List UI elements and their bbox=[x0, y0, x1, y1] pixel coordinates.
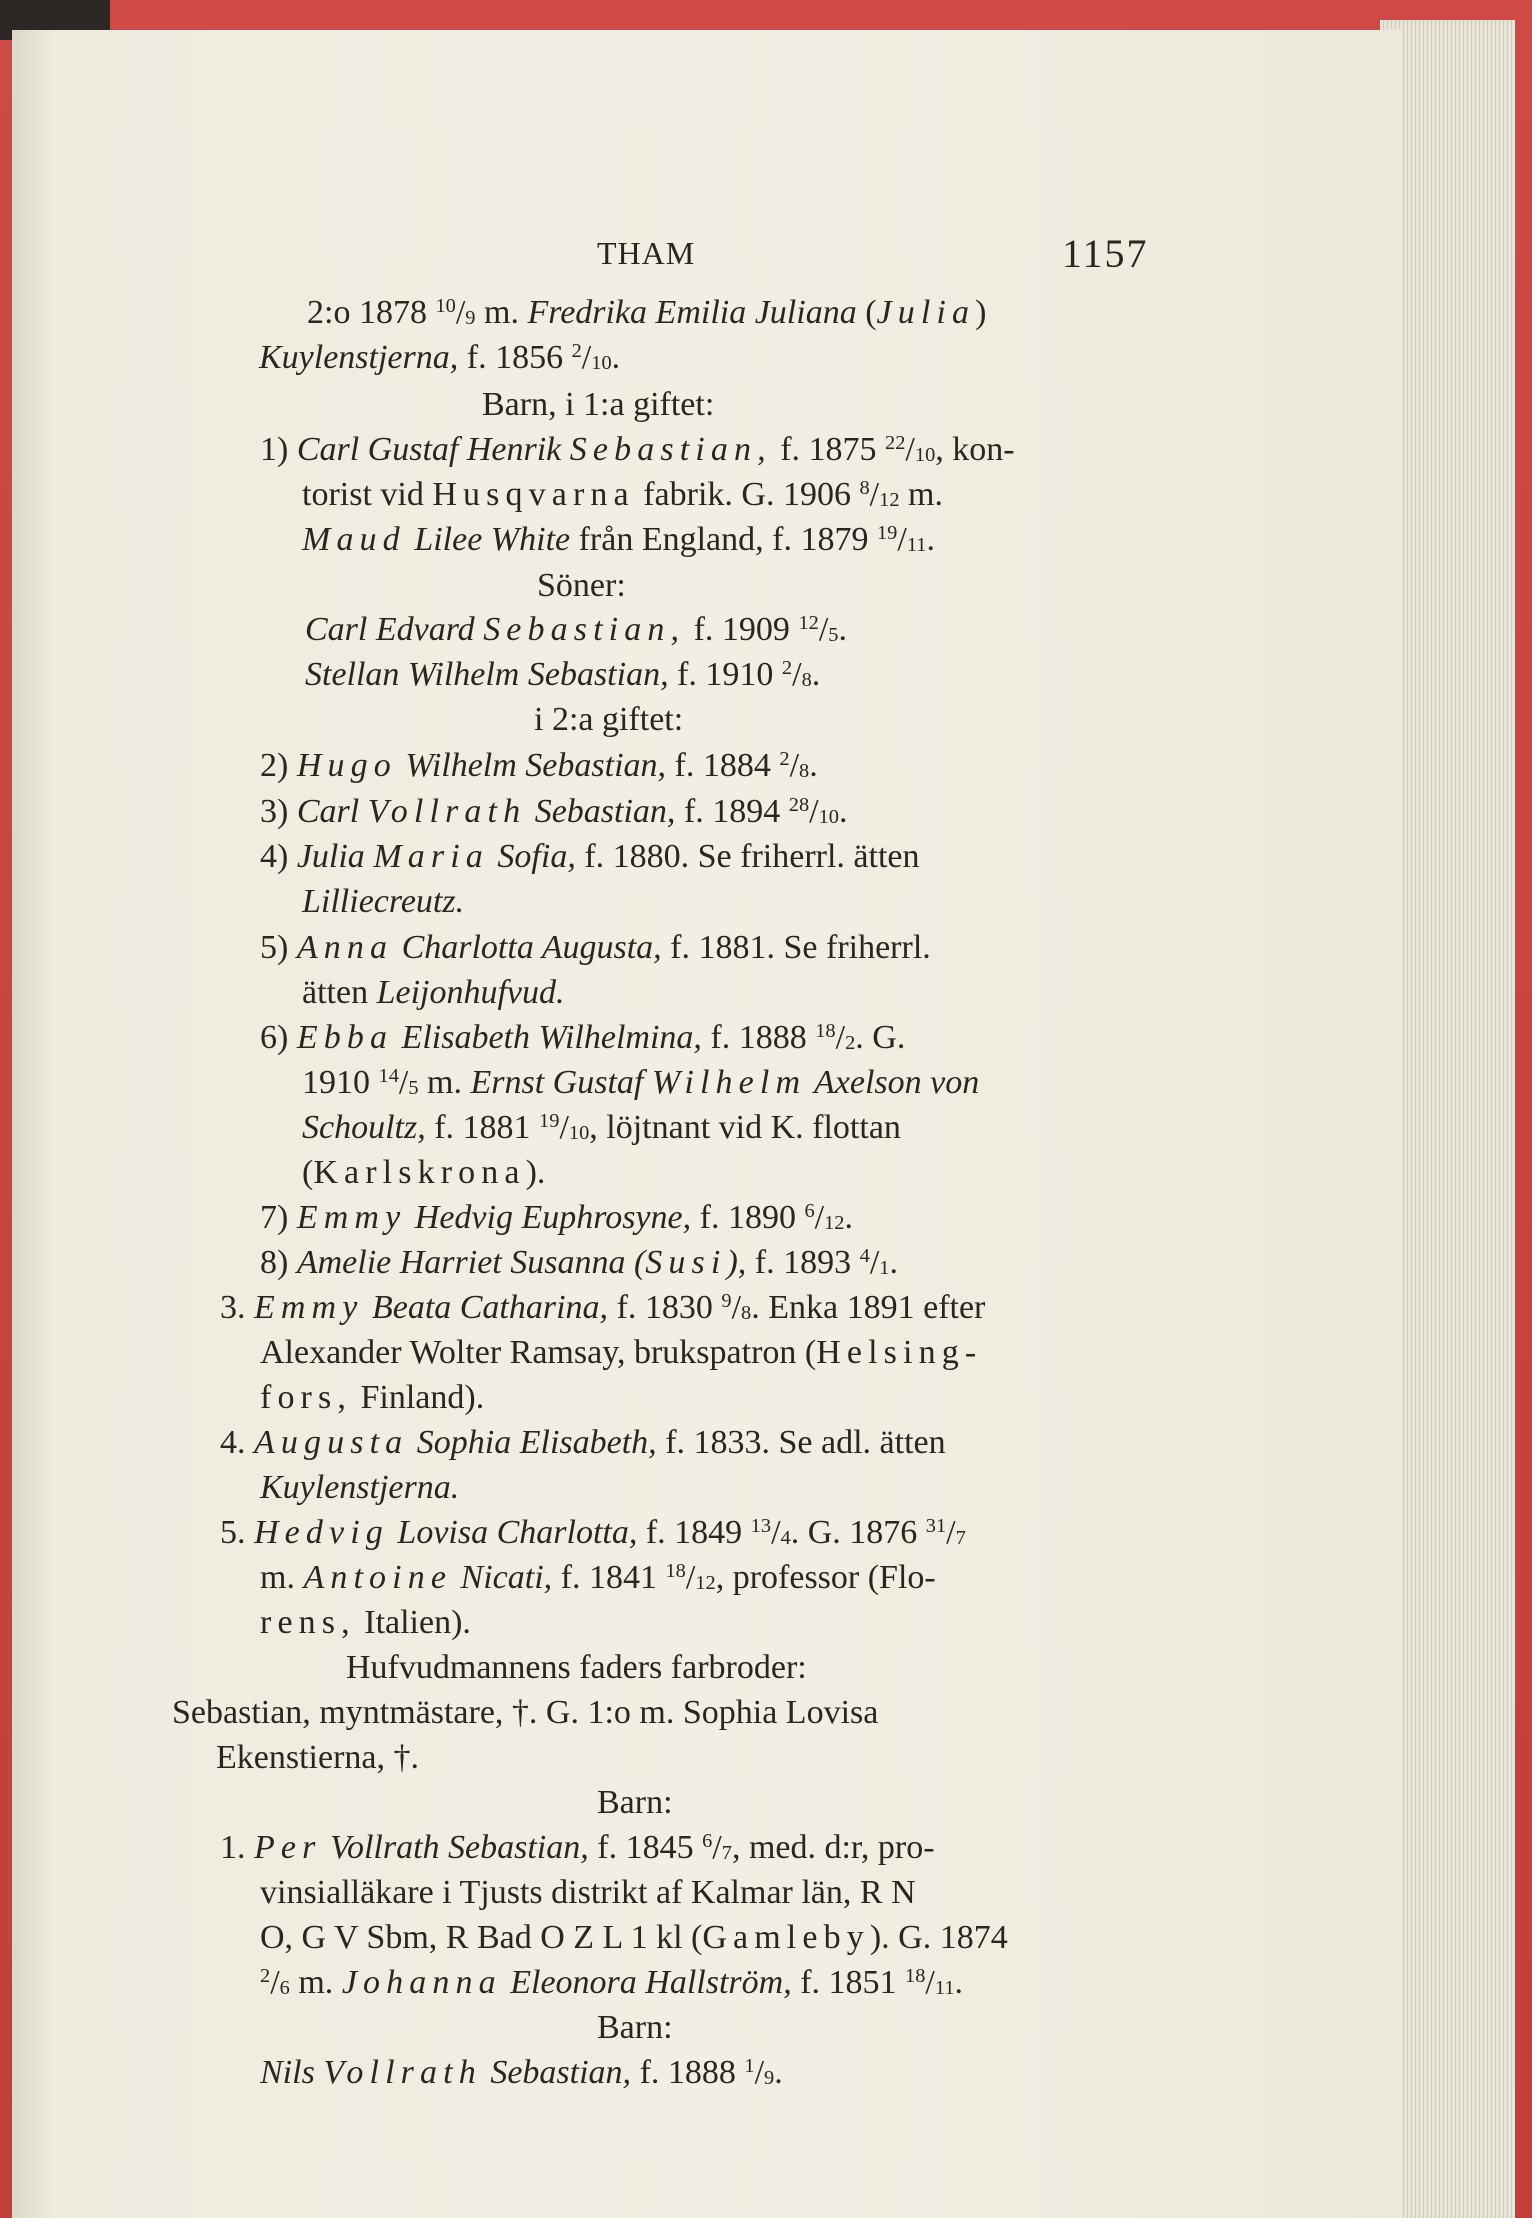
text-line bbox=[260, 1198, 853, 1238]
text-segment: Charlotta Augusta, bbox=[393, 929, 662, 966]
text-segment: Leijonhufvud. bbox=[376, 974, 565, 1011]
text-line bbox=[260, 1378, 484, 1418]
text-segment: , kon- bbox=[935, 431, 1015, 468]
text-segment: f. 1881 bbox=[425, 1109, 540, 1146]
text-segment: f. 1910 bbox=[668, 656, 782, 693]
text-segment: Eleonora Hallström, bbox=[501, 1964, 792, 2001]
text-segment: Sebastian, myntmästare, †. G. 1:o m. Sophia Lovisa bbox=[172, 1694, 879, 1731]
text-segment: Alexander Wolter Ramsay, brukspatron ( bbox=[260, 1334, 817, 1371]
text-segment: Emmy bbox=[254, 1289, 364, 1326]
text-segment: Italien). bbox=[355, 1604, 471, 1641]
text-segment: 4 bbox=[859, 1244, 870, 1267]
text-segment: 9 bbox=[721, 1289, 732, 1312]
text-segment: f. 1851 bbox=[791, 1964, 906, 2001]
text-segment: 7) bbox=[260, 1199, 297, 1236]
text-segment: 7 bbox=[721, 1842, 732, 1865]
text-segment: Per bbox=[254, 1829, 322, 1866]
text-segment: Vollrath bbox=[367, 793, 527, 830]
text-segment: Lovisa Charlotta, bbox=[388, 1514, 638, 1551]
text-segment: f. 1894 bbox=[675, 793, 789, 830]
text-segment: rens, bbox=[260, 1604, 356, 1641]
text-segment: . bbox=[809, 747, 818, 784]
text-line bbox=[260, 1333, 982, 1373]
text-line bbox=[307, 293, 986, 333]
text-segment: f. 1841 bbox=[552, 1559, 666, 1596]
text-segment: / bbox=[270, 1964, 280, 2001]
text-segment: 1 bbox=[744, 2054, 755, 2077]
text-segment: 2 bbox=[845, 1032, 856, 1055]
text-segment: . bbox=[811, 656, 821, 693]
text-segment: Husqvarna bbox=[432, 476, 635, 513]
text-segment: / bbox=[818, 611, 829, 648]
text-segment: 8 bbox=[859, 476, 870, 499]
text-segment: 10 bbox=[818, 806, 839, 829]
text-segment: 19 bbox=[876, 521, 898, 544]
text-segment: ). bbox=[525, 1154, 546, 1191]
text-segment: 2) bbox=[260, 747, 297, 784]
text-segment: 6 bbox=[702, 1829, 713, 1852]
text-segment: 6) bbox=[260, 1019, 297, 1056]
text-line bbox=[302, 1063, 979, 1103]
text-segment: Susi bbox=[645, 1244, 727, 1281]
text-segment: 4 bbox=[780, 1527, 791, 1550]
text-segment: Maria bbox=[373, 838, 489, 875]
text-line bbox=[260, 1468, 459, 1508]
text-segment: / bbox=[925, 1964, 935, 2001]
text-segment: 18 bbox=[815, 1019, 836, 1042]
text-segment: f. 1893 bbox=[746, 1244, 860, 1281]
text-segment: , löjtnant vid K. flottan bbox=[589, 1109, 901, 1146]
text-segment: Fredrika Emilia Juliana bbox=[527, 294, 857, 331]
text-segment: / bbox=[789, 747, 800, 784]
text-segment: / bbox=[731, 1289, 742, 1326]
text-line bbox=[597, 2008, 673, 2048]
text-segment: . bbox=[611, 339, 621, 376]
text-line bbox=[220, 1423, 946, 1463]
text-segment: 12 bbox=[824, 1212, 845, 1235]
text-segment: 2 bbox=[571, 339, 582, 362]
text-segment: Axelson von bbox=[806, 1064, 980, 1101]
text-line bbox=[260, 1603, 471, 1643]
text-segment: Wilhelm bbox=[651, 1064, 807, 1101]
text-segment: 1 bbox=[879, 1257, 890, 1280]
text-segment: m. bbox=[475, 294, 528, 331]
text-segment: . bbox=[774, 2054, 783, 2091]
text-segment: f. 1833. Se adl. ätten bbox=[656, 1424, 946, 1461]
text-segment: / bbox=[685, 1559, 696, 1596]
text-segment: Stellan Wilhelm Sebastian, bbox=[305, 656, 669, 693]
text-segment: f. 1849 bbox=[637, 1514, 751, 1551]
text-line bbox=[302, 475, 943, 515]
text-line bbox=[597, 1783, 673, 1823]
text-line bbox=[302, 520, 935, 560]
text-line bbox=[259, 338, 620, 378]
text-segment: . bbox=[954, 1964, 964, 2001]
text-segment: 2 bbox=[260, 1964, 271, 1987]
text-segment: 11 bbox=[934, 1977, 955, 2000]
text-segment: Carl Gustaf Henrik bbox=[296, 431, 570, 468]
text-line bbox=[302, 973, 565, 1013]
text-segment: Vollrath bbox=[323, 2054, 482, 2091]
text-segment: i 2:a giftet: bbox=[534, 701, 684, 738]
text-segment: . G. 1876 bbox=[790, 1514, 926, 1551]
text-segment: 12 bbox=[798, 611, 819, 634]
text-line bbox=[260, 837, 920, 877]
text-segment: Hugo bbox=[296, 747, 397, 784]
text-segment: 8 bbox=[801, 669, 812, 692]
text-line bbox=[260, 746, 818, 786]
text-segment: Karlskrona bbox=[313, 1154, 526, 1191]
text-segment: / bbox=[905, 431, 915, 468]
text-segment: f. 1856 bbox=[458, 339, 572, 376]
text-segment: Elisabeth Wilhelmina, bbox=[393, 1019, 702, 1056]
page-number: 1157 bbox=[1062, 231, 1149, 276]
text-segment: 1910 bbox=[302, 1064, 379, 1101]
text-segment: ), bbox=[726, 1244, 747, 1281]
text-segment: Sebastian, bbox=[483, 611, 686, 648]
text-segment: m. bbox=[418, 1064, 471, 1101]
text-segment: från England, f. 1879 bbox=[570, 521, 877, 558]
text-segment: f. 1888 bbox=[631, 2054, 745, 2091]
text-segment: 7 bbox=[955, 1527, 966, 1550]
text-segment: Lilliecreutz. bbox=[302, 883, 465, 920]
text-segment: 6 bbox=[279, 1977, 290, 2000]
text-line bbox=[482, 385, 714, 425]
text-segment: Barn, i 1:a giftet: bbox=[482, 386, 715, 423]
text-segment: 19 bbox=[539, 1109, 560, 1132]
text-segment: Augusta bbox=[254, 1424, 409, 1461]
text-segment: Carl bbox=[296, 793, 368, 830]
text-line bbox=[260, 2053, 783, 2093]
text-segment: / bbox=[792, 656, 802, 693]
text-segment: 3) bbox=[260, 793, 297, 830]
text-segment: f. 1875 bbox=[771, 431, 886, 468]
text-segment: ). G. 1874 bbox=[869, 1919, 1008, 1956]
text-segment: 14 bbox=[378, 1064, 399, 1087]
text-segment: ) bbox=[975, 294, 987, 331]
text-segment: / bbox=[712, 1829, 722, 1866]
text-segment: Ekenstierna, †. bbox=[216, 1739, 419, 1776]
text-segment: ätten bbox=[302, 974, 377, 1011]
text-line bbox=[260, 928, 931, 968]
text-segment: Emmy bbox=[296, 1199, 407, 1236]
text-segment: Nils bbox=[260, 2054, 324, 2091]
text-segment: 4) bbox=[260, 838, 297, 875]
text-segment: f. 1888 bbox=[701, 1019, 816, 1056]
text-segment: Hedvig Euphrosyne, bbox=[406, 1199, 692, 1236]
text-segment: Antoine bbox=[303, 1559, 453, 1596]
text-segment: . G. bbox=[855, 1019, 906, 1056]
book-page bbox=[12, 30, 1402, 2218]
text-segment: Sebastian, bbox=[526, 793, 676, 830]
text-segment: 5 bbox=[828, 624, 839, 647]
text-segment: f. 1880. Se friherrl. ätten bbox=[575, 838, 920, 875]
text-segment: 10 bbox=[914, 444, 936, 467]
text-segment: Helsing- bbox=[816, 1334, 983, 1371]
text-segment: Barn: bbox=[597, 1784, 673, 1821]
text-segment: / bbox=[869, 476, 880, 513]
text-segment: f. 1890 bbox=[691, 1199, 805, 1236]
text-segment: ( bbox=[302, 1154, 314, 1191]
text-line bbox=[260, 1918, 1008, 1958]
text-line bbox=[220, 1513, 966, 1553]
text-segment: fabrik. G. 1906 bbox=[634, 476, 860, 513]
text-line bbox=[260, 1558, 936, 1598]
text-segment: Johanna bbox=[341, 1964, 502, 2001]
text-segment: 10 bbox=[435, 294, 456, 317]
text-segment: m. bbox=[899, 476, 943, 513]
text-segment: Hufvudmannens faders farbroder: bbox=[346, 1649, 807, 1686]
text-segment: Wilhelm Sebastian, bbox=[396, 747, 667, 784]
text-segment: m. bbox=[260, 1559, 304, 1596]
text-segment: , med. d:r, pro- bbox=[731, 1829, 935, 1866]
text-segment: 2 bbox=[781, 656, 793, 679]
text-line bbox=[216, 1738, 419, 1778]
text-segment: 5 bbox=[408, 1077, 419, 1100]
text-segment: 8 bbox=[799, 760, 810, 783]
text-segment: 1. bbox=[220, 1829, 254, 1866]
text-segment: Kuylenstjerna, bbox=[259, 339, 459, 376]
text-segment: / bbox=[559, 1109, 569, 1146]
text-segment: / bbox=[946, 1514, 956, 1551]
text-segment: / bbox=[897, 521, 907, 558]
text-segment: . bbox=[926, 521, 935, 558]
text-segment: 9 bbox=[465, 307, 476, 330]
text-segment: 8) bbox=[260, 1244, 297, 1281]
text-segment: Beata Catharina, bbox=[363, 1289, 609, 1326]
text-segment: Sebastian, bbox=[481, 2054, 632, 2091]
text-segment: 31 bbox=[925, 1514, 947, 1537]
text-segment: Ernst Gustaf bbox=[470, 1064, 652, 1101]
text-line bbox=[305, 610, 847, 650]
text-segment: Barn: bbox=[597, 2009, 673, 2046]
text-segment: Söner: bbox=[537, 567, 626, 604]
text-line bbox=[260, 1018, 905, 1058]
text-segment: / bbox=[771, 1514, 781, 1551]
text-segment: 5. bbox=[220, 1514, 254, 1551]
text-line bbox=[260, 1243, 898, 1283]
text-segment: Maud bbox=[302, 521, 406, 558]
text-segment: torist vid bbox=[302, 476, 433, 513]
text-line bbox=[302, 1153, 545, 1193]
text-segment: f. 1884 bbox=[666, 747, 780, 784]
text-segment: 10 bbox=[568, 1122, 590, 1145]
text-segment: 2 bbox=[779, 747, 790, 770]
text-segment: Gamleby bbox=[702, 1919, 870, 1956]
text-segment: 12 bbox=[879, 489, 900, 512]
text-segment: 11 bbox=[906, 534, 927, 557]
text-line bbox=[260, 430, 1015, 470]
text-segment: / bbox=[398, 1064, 409, 1101]
text-line bbox=[172, 1693, 878, 1733]
text-line bbox=[302, 882, 464, 922]
text-segment: vinsialläkare i Tjusts distrikt af Kalmar län, R N bbox=[260, 1874, 916, 1911]
text-segment: 18 bbox=[665, 1559, 686, 1582]
text-line bbox=[302, 1108, 901, 1148]
text-segment: O, G V Sbm, R Bad O Z L 1 kl ( bbox=[260, 1919, 703, 1956]
text-segment: Sebastian, bbox=[569, 431, 772, 468]
text-segment: . bbox=[844, 1199, 853, 1236]
text-segment: Finland). bbox=[351, 1379, 485, 1416]
text-segment: Ebba bbox=[296, 1019, 394, 1056]
text-segment: / bbox=[581, 339, 592, 376]
text-line bbox=[220, 1828, 935, 1868]
text-segment: 28 bbox=[788, 793, 810, 816]
text-segment: Kuylenstjerna. bbox=[260, 1469, 460, 1506]
text-line bbox=[260, 1873, 916, 1913]
text-segment: 8 bbox=[741, 1302, 752, 1325]
text-segment: . bbox=[889, 1244, 898, 1281]
text-segment: m. bbox=[289, 1964, 342, 2001]
text-line bbox=[346, 1648, 807, 1688]
text-segment: 5) bbox=[260, 929, 297, 966]
running-head: THAM bbox=[597, 235, 696, 271]
text-segment: / bbox=[809, 793, 819, 830]
text-segment: 10 bbox=[591, 352, 612, 375]
text-segment: f. 1830 bbox=[608, 1289, 722, 1326]
text-segment: Julia bbox=[876, 294, 976, 331]
text-segment: Julia bbox=[296, 838, 374, 875]
text-segment: Vollrath Sebastian, bbox=[321, 1829, 589, 1866]
text-line bbox=[260, 792, 848, 832]
text-segment: . bbox=[839, 793, 848, 830]
text-segment: 22 bbox=[885, 431, 906, 454]
text-segment: / bbox=[869, 1244, 880, 1281]
text-segment: ( bbox=[856, 294, 877, 331]
text-segment: 1) bbox=[260, 431, 297, 468]
text-segment: 4. bbox=[220, 1424, 254, 1461]
text-segment: Nicati, bbox=[452, 1559, 553, 1596]
text-line bbox=[260, 1963, 963, 2003]
text-line bbox=[305, 655, 820, 695]
text-segment: / bbox=[754, 2054, 765, 2091]
text-segment: Sophia Elisabeth, bbox=[408, 1424, 657, 1461]
text-segment: 2:o 1878 bbox=[307, 294, 436, 331]
text-segment: f. 1881. Se friherrl. bbox=[661, 929, 931, 966]
text-segment: Lilee White bbox=[405, 521, 571, 558]
text-segment: / bbox=[814, 1199, 825, 1236]
text-segment: . Enka 1891 efter bbox=[751, 1289, 986, 1326]
text-segment: 9 bbox=[764, 2067, 775, 2090]
text-segment: 3. bbox=[220, 1289, 254, 1326]
text-segment: Sofia, bbox=[488, 838, 576, 875]
text-segment: 13 bbox=[750, 1514, 772, 1537]
text-segment: Amelie Harriet Susanna ( bbox=[296, 1244, 646, 1281]
text-segment: . bbox=[838, 611, 847, 648]
text-segment: 18 bbox=[905, 1964, 926, 1987]
text-line bbox=[537, 566, 626, 606]
text-segment: Hedvig bbox=[254, 1514, 389, 1551]
text-segment: / bbox=[835, 1019, 846, 1056]
text-line bbox=[220, 1288, 985, 1328]
text-line bbox=[534, 700, 683, 740]
text-segment: , professor (Flo- bbox=[715, 1559, 936, 1596]
text-segment: 6 bbox=[804, 1199, 815, 1222]
text-segment: 12 bbox=[695, 1572, 716, 1595]
text-segment: f. 1909 bbox=[685, 611, 799, 648]
text-segment: / bbox=[455, 294, 466, 331]
text-segment: f. 1845 bbox=[588, 1829, 703, 1866]
text-segment: Anna bbox=[296, 929, 394, 966]
text-segment: fors, bbox=[260, 1379, 352, 1416]
text-segment: Carl Edvard bbox=[305, 611, 484, 648]
text-segment: Schoultz, bbox=[302, 1109, 426, 1146]
